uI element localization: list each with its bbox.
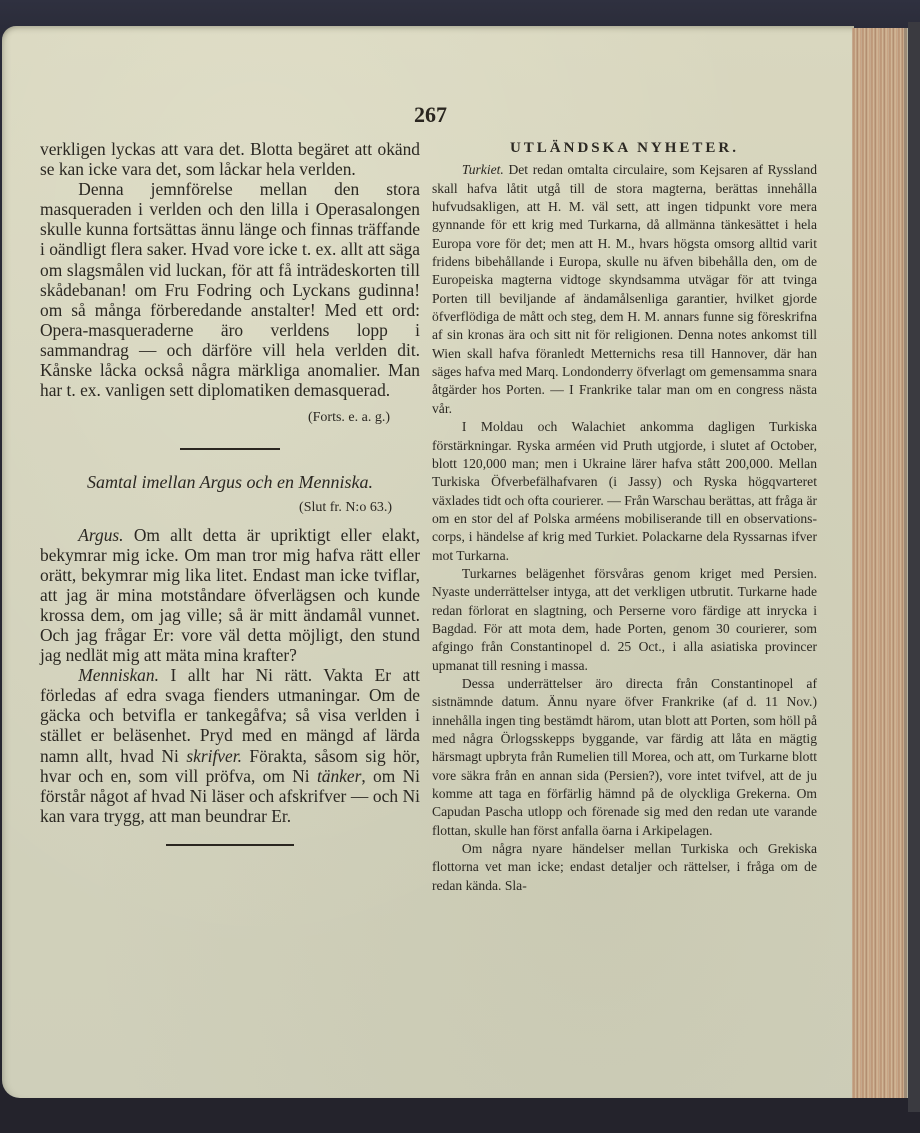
speech-text: I allt har Ni rätt. Vakta Er att förledas af edra svaga fienders utmaningar. Om de gäcka och betvifla er tankegåfva; så visa verlden i stället er beläsenhet. Pryd med en mängd af lärda namn allt, hvad Ni	[40, 665, 420, 766]
book-page	[2, 26, 854, 1098]
article-subtitle: (Slut fr. N:o 63.)	[299, 500, 392, 516]
speaker-argus: Argus.	[78, 524, 124, 545]
book-cover-edge	[908, 22, 920, 1112]
news-persien: Turkarnes belägenhet försvåras genom kriget med Persien. Nyaste underrättelser intyga, att det verkligen utbrutit. Turkarne hade redan förlorat en slagtning, och Perserne voro färdige att inrycka i Bagdad. För att mota dem, hade Porten, genom 30 courierer, som afgingo från Constantinopel d. 25 Oct., i alla asiatiska provincer upmanat till resning i massa.	[432, 565, 817, 673]
dialogue-argus	[40, 525, 420, 666]
emphasis-word: skrifver.	[186, 745, 242, 766]
right-column	[432, 139, 817, 895]
news-turkiet	[432, 161, 817, 418]
news-flottorna: Om några nyare händelser mellan Turkiska och Grekiska flottorna vet man icke; endast detaljer och rättelser, i fråga om de redan kända. Sla-	[432, 841, 817, 893]
section-heading: UTLÄNDSKA NYHETER.	[509, 140, 740, 156]
continuation-note: (Forts. e. a. g.)	[307, 410, 390, 426]
left-paragraph-masquerade: Denna jemnförelse mellan den stora masqueraden i verlden och den lilla i Operasalongen skulle kunna fortsättas ännu länge och finnas träffande i oändligt flera saker. Hvad vore icke t. ex. allt att säga om slagsmålen vid luckan, för att få inträdeskorten till skådebanan! om Fru Fodring och Lyckans gudinna! om så många förberedande anstalter! Med ett ord: Opera-masqueraderne äro verldens lopp i sammandrag — och därföre vill hela verlden dit. Kånske låcka också några märkliga anomalier. Man har t. ex. vanligen sett diplomatiken demasquerad.	[40, 179, 420, 401]
speaker-menniskan: Menniskan.	[78, 665, 159, 686]
page-edges	[852, 28, 907, 1098]
news-text: Det redan omtalta circulaire, som Kejsaren af Ryssland skall hafva låtit utgå till de stora magterna, berättas innehålla hufvudsakligen, att H. M. väl sett, att ingen tidpunkt vore mera gynnande för ett krig med Turkarna, då allmänna tänkesättet i hela Europa vore för det; men att H. M., hvars högsta omsorg alltid varit fridens bibehållande i Europa, skulle nu äfven bibehålla den, om de Europeiska magterna vidtoge skyndsamma utvägar för att tvinga Porten till beviljande af ändamålsenliga garantier, hvilket gjorde öfverflödiga de mått och steg, dem H. M. annars funne sig föreskrifna af sin kronas ära och sitt nit för religionen. Denna notes ankomst till Wien skall hafva föranledt Metternichs resa till Hannover, där han säges hafva med Marq. Londonderry öfverlagt om gemensamma snara åtgärder hos Porten. — I Frankrike talar man om en congress nästa vår.	[432, 162, 817, 416]
end-divider	[166, 844, 294, 846]
left-paragraph-continued: verkligen lyckas att vara det. Blotta begäret att okänd se kan icke vara det, som låckar hela verlden.	[40, 139, 420, 180]
dialogue-menniskan	[40, 665, 420, 826]
article-title: Samtal imellan Argus och en Menniska.	[87, 472, 373, 493]
news-lead: Turkiet.	[461, 162, 504, 178]
left-column	[40, 139, 420, 846]
page-number: 267	[414, 102, 447, 127]
emphasis-word: tänker	[316, 765, 362, 786]
news-moldau: I Moldau och Walachiet ankomma dagligen Turkiska förstärkningar. Ryska arméen vid Pruth utgjorde, i slutet af October, blott 120,000 man; men i Ukraine lärer hafva stått 200,000. Mellan Turkiska Öfverbefälhafvaren (i Jassy) och Ryska högqvarteret växlades tidt och ofta courierer. — Från Warschau berättas, att fråga är om en stor del af Polska arméens mobiliserande till en observations-corps, i händelse af krig med Turkiet. Polackarne dela Ryssarnas ifver mot Turkarna.	[432, 419, 817, 563]
section-divider	[180, 448, 280, 450]
speech-text: Förakta, såsom sig hör, hvar och en, som vill pröfva, om Ni	[40, 745, 420, 786]
news-constantinopel: Dessa underrättelser äro directa från Constantinopel af sistnämnde datum. Ännu nyare öfver Frankrike (af d. 11 Nov.) innehålla ingen ting bestämdt härom, utan blott att Porten, som höll på med några Örlogsskepps byggande, var färdig att låta en mägtig härsmagt upbryta från Rumelien till Morea, och att, om Turkarne blott vore säkra från en annan sida (Persien?), vore intet tvifvel, att de ju komme att taga en förfärlig hämnd på de olyckliga Grekerna. Om Capudan Pascha utlopp och förenade sig med den redan ute varande flottan, skulle han först anfalla öarna i Arkipelagen.	[432, 675, 817, 838]
speech-text: Om allt detta är upriktigt eller elakt, bekymrar mig icke. Om man tror mig hafva rätt eller orätt, bekymrar mig lika litet. Endast man icke tviflar, att jag är mina motståndare öfverlägsen och kunde krossa dem, om jag ville; så är mitt ändamål vunnet. Och jag frågar Er: vore väl detta möjligt, den stund jag nedlät mig att mäta mina krafter?	[40, 524, 420, 666]
speech-text: , om Ni förstår något af hvad Ni läser och afskrifver — och Ni kan vara trygg, att man beundrar Er.	[40, 765, 420, 826]
